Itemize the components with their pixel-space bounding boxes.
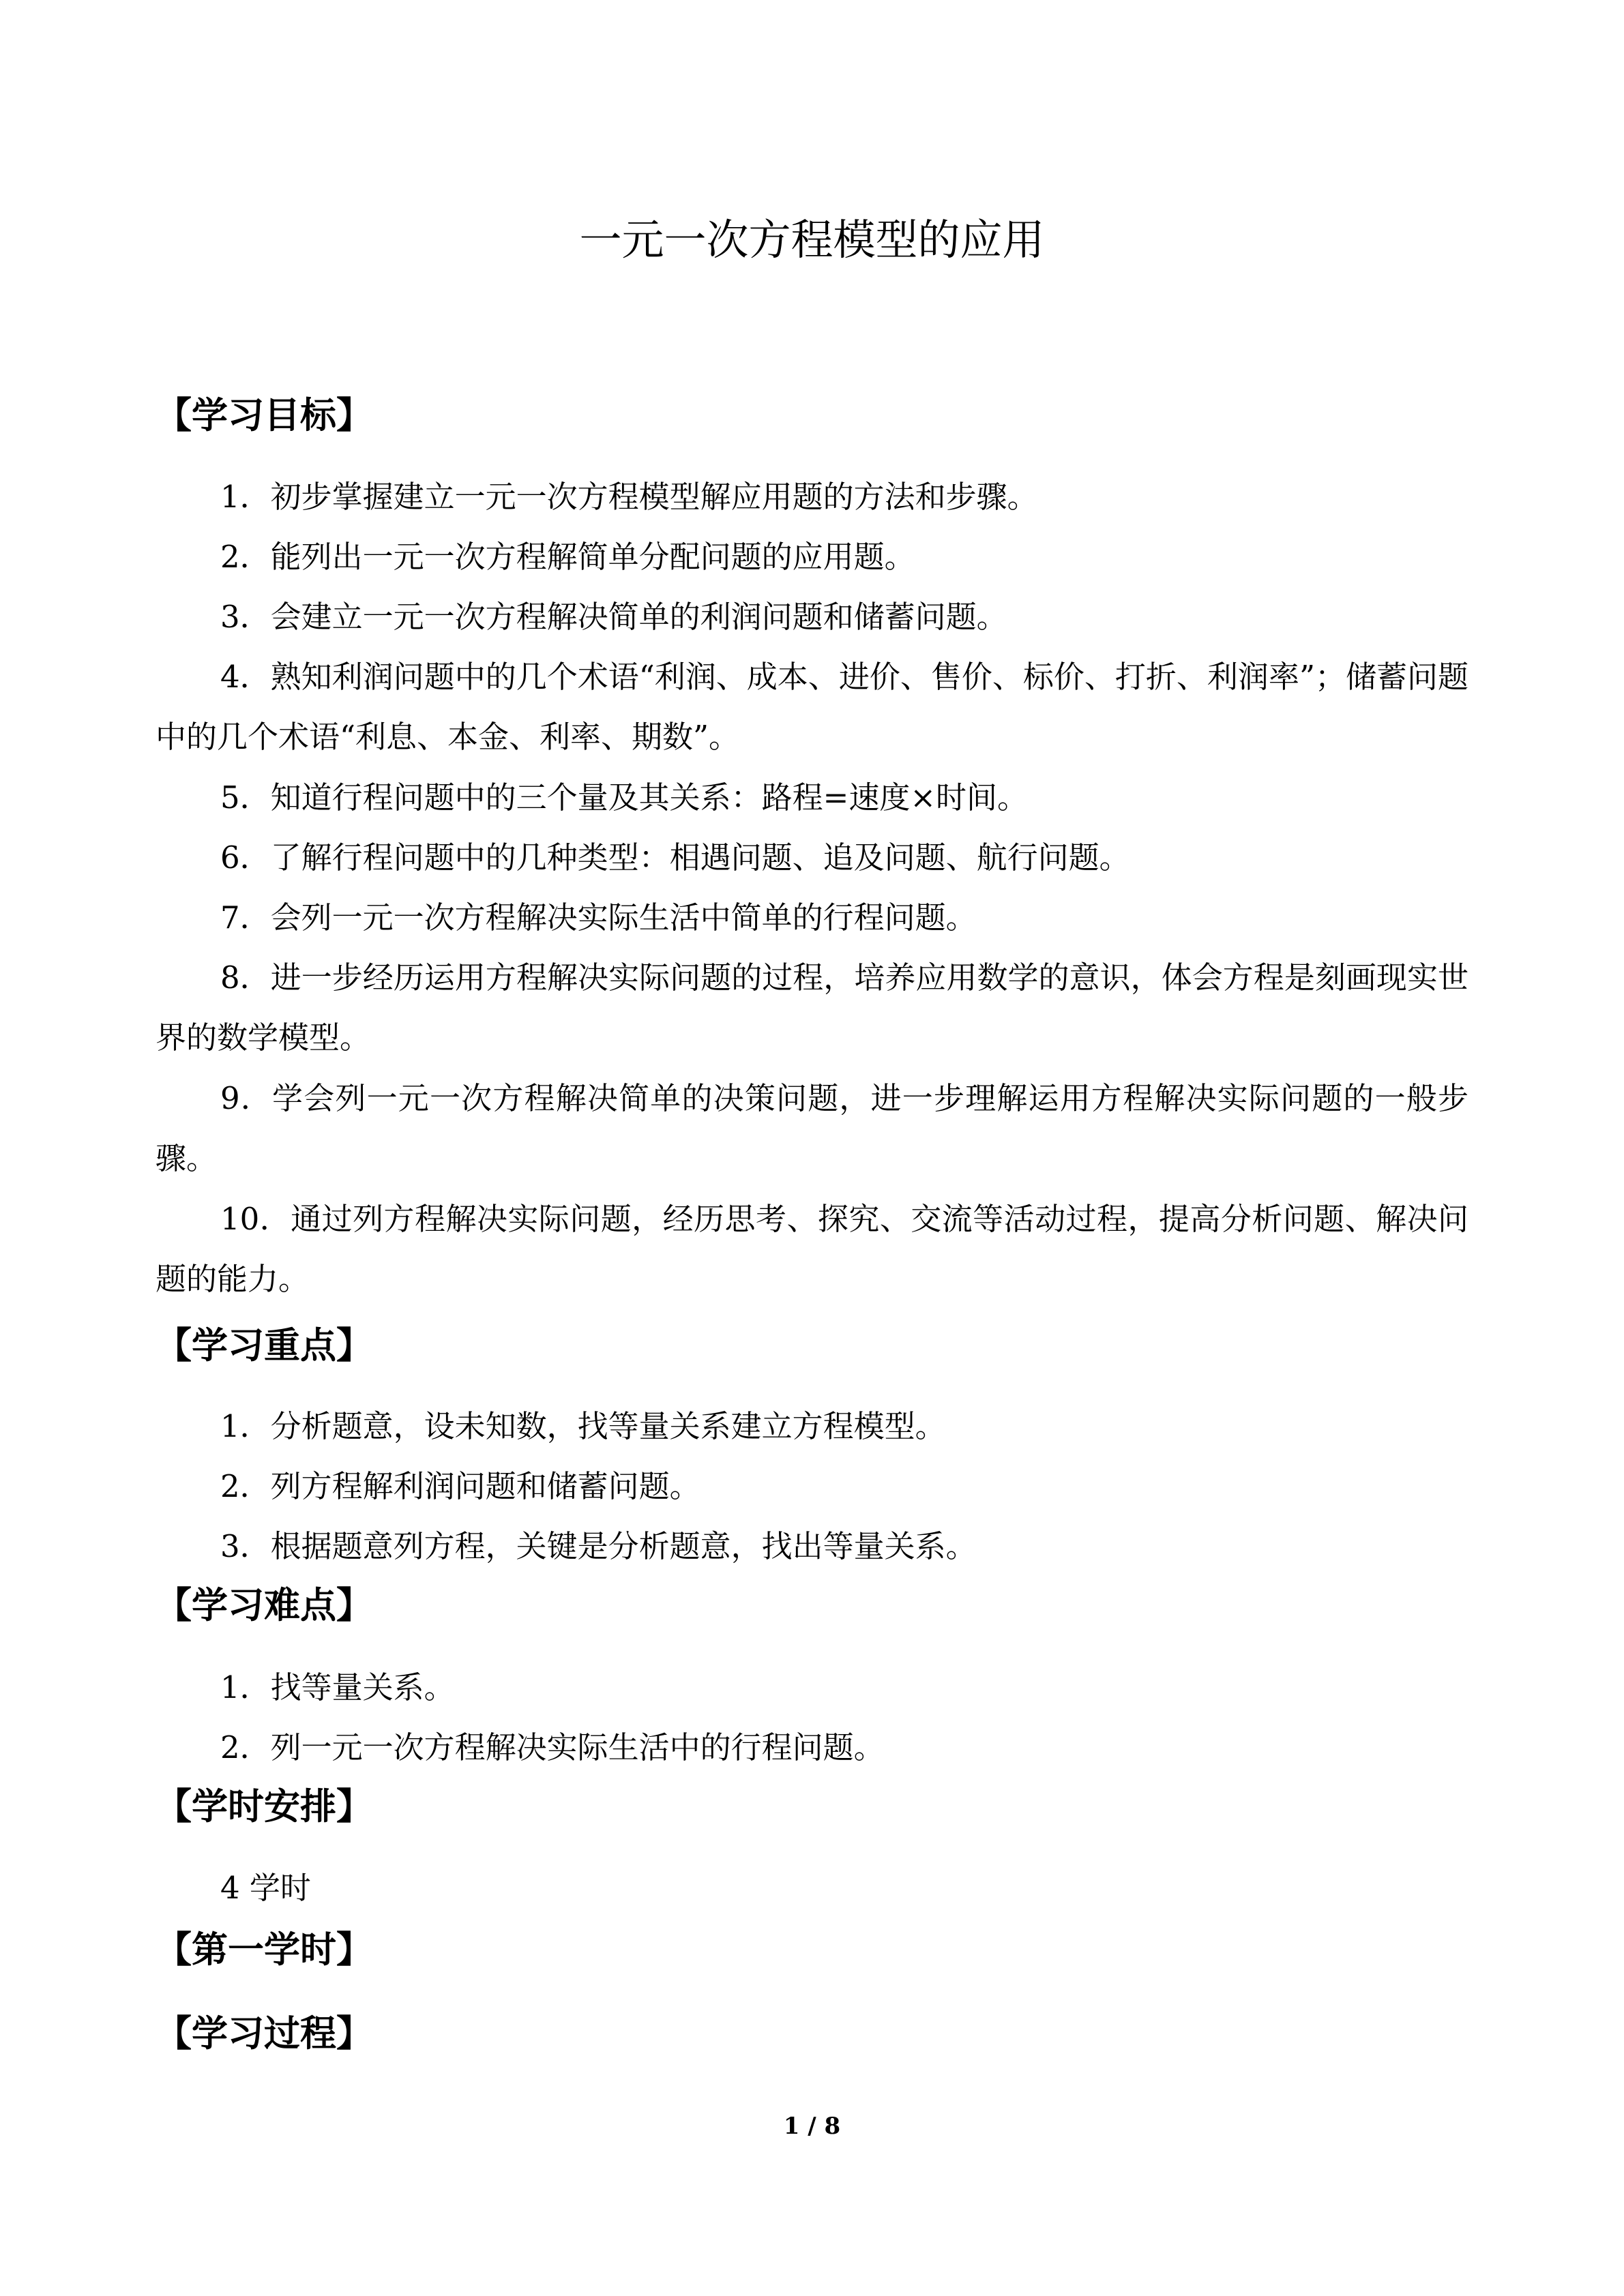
section-heading-key-points: 【学习重点】	[156, 1325, 372, 1367]
goal-item: 4．熟知利润问题中的几个术语“利润、成本、进价、售价、标价、打折、利润率”；储蓄问题中的几个术语“利息、本金、利率、期数”。	[156, 659, 1468, 755]
goal-item: 5．知道行程问题中的三个量及其关系：路程=速度×时间。	[220, 779, 1029, 816]
page-number: 1 / 8	[783, 2113, 841, 2140]
goal-item: 7．会列一元一次方程解决实际生活中简单的行程问题。	[220, 899, 977, 936]
section-heading-first-lesson: 【第一学时】	[156, 1929, 372, 1971]
section-heading-schedule: 【学时安排】	[156, 1786, 372, 1828]
schedule-text: 4 学时	[220, 1870, 311, 1906]
goal-item: 3．会建立一元一次方程解决简单的利润问题和储蓄问题。	[220, 599, 1007, 635]
difficulty-item: 1．找等量关系。	[220, 1669, 455, 1705]
difficulty-item: 2．列一元一次方程解决实际生活中的行程问题。	[220, 1729, 885, 1765]
section-heading-process: 【学习过程】	[156, 2013, 372, 2055]
key-point-item: 3．根据题意列方程，关键是分析题意，找出等量关系。	[220, 1528, 977, 1564]
goal-item: 6．了解行程问题中的几种类型：相遇问题、追及问题、航行问题。	[220, 839, 1130, 876]
section-heading-goals: 【学习目标】	[156, 395, 372, 436]
page-title: 一元一次方程模型的应用	[579, 215, 1045, 265]
key-point-item: 1．分析题意，设未知数，找等量关系建立方程模型。	[220, 1408, 946, 1444]
goal-item: 10．通过列方程解决实际问题，经历思考、探究、交流等活动过程，提高分析问题、解决问题的能力。	[156, 1201, 1468, 1297]
goal-item: 2．能列出一元一次方程解简单分配问题的应用题。	[220, 539, 915, 575]
section-heading-difficulties: 【学习难点】	[156, 1585, 372, 1626]
goal-item: 8．进一步经历运用方程解决实际问题的过程，培养应用数学的意识，体会方程是刻画现实世界的数学模型。	[156, 959, 1468, 1056]
key-point-item: 2．列方程解利润问题和储蓄问题。	[220, 1468, 700, 1504]
goal-item: 1．初步掌握建立一元一次方程模型解应用题的方法和步骤。	[220, 479, 1038, 515]
goal-item: 9．学会列一元一次方程解决简单的决策问题，进一步理解运用方程解决实际问题的一般步骤。	[156, 1080, 1468, 1176]
